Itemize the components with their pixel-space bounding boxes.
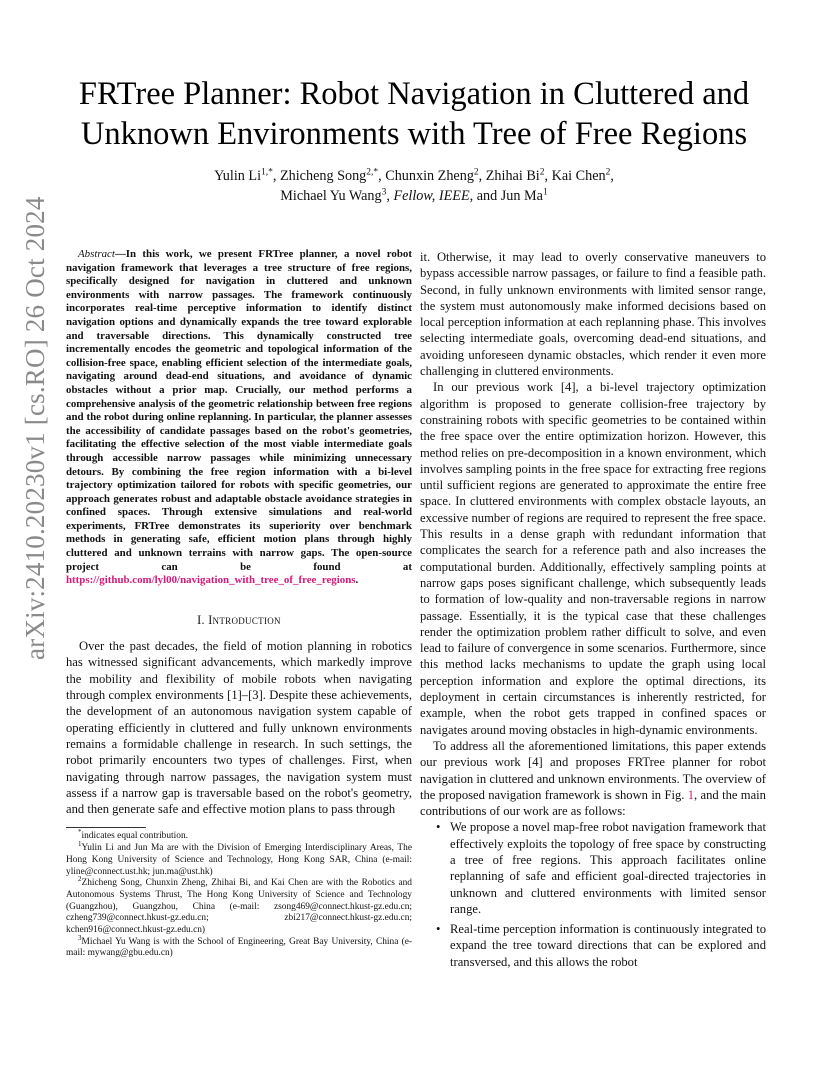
footnotes [66,828,412,960]
footnote-equal: *indicates equal contribution. [78,828,188,842]
abstract-label: Abstract [78,248,115,260]
abstract-body: In this work, we present FRTree planner, a novel robot navigation framework that leverages a tree structure of free regions, specifically designed for navigation in cluttered and unknown environments with narrow passages. The framework continuously incorporates real-time perceptive information to identify distinct navigation options and dynamically expands the tree toward explorable and traversable directions. This dynamically constructed tree incrementally encodes the geometric and topological information of the collision-free space, enabling efficient selection of the intermediate goals, navigating around dead-end situations, and avoidance of dynamic obstacles without a prior map. Crucially, our method performs a comprehensive analysis of the geometric relationship between free regions and the robot during online replanning. In particular, the planner assesses the accessibility of candidate passages based on the robot's geometries, facilitating the effective selection of the most viable intermediate goals through accessible narrow passages while minimizing unnecessary detours. By combining the free region information with a bi-level trajectory optimization tailored for robots with specific geometries, our approach generates robust and adaptable obstacle avoidance strategies in confined spaces. Through extensive simulations and real-world experiments, FRTree demonstrates its superiority over benchmark methods in generating safe, efficient motion plans through highly cluttered and unknown terrains with narrow gaps. The open-source project can be found at [66,248,412,573]
body-paragraph: it. Otherwise, it may lead to overly conservative maneuvers to bypass accessible narrow passages, or failure to find a feasible path. Second, in fully unknown environments with limited sensor range, the system must autonomously make informed decisions based on local perception information at each replanning phase. This involves selecting intermediate goals, overcoming dead-end situations, and avoiding unforeseen dynamic obstacles, which render it even more challenging in cluttered environments. [420,250,766,379]
left-column [66,248,412,960]
body-paragraph: In our previous work [4], a bi-level trajectory optimization algorithm is proposed to generate collision-free trajectory by constraining robots with specific geometries to be contained within the free space over the entire optimization horizon. However, this method relies on pre-decomposition in a known environment, which involves sampling points in the free space for extracting free regions until sufficient regions are generated to approximate the entire free space. In cluttered environments with complex obstacle layouts, an excessive number of regions are required to represent the free space. This results in a dense graph with redundant information that complicates the search for a reference path and also increases the computational burden. Additionally, effectively sampling points at narrow gaps poses significant challenge, which subsequently leads to formation of low-quality and non-traversable regions in narrow passage. Essentially, it is the typical case that these challenges render the optimization problem rather difficult to solve, and even lead to failure of convergence in some scenarios. Furthermore, since this method lacks mechanisms to update the graph using local perception information and explore the optimal directions, its deployment in certain circumstances is inherently restricted, for example, when the robot gets trapped in confined spaces or navigates around moving obstacles in high-dynamic environments. [420,380,766,737]
author: Zhicheng Song$^{2,*}$, [279,167,386,184]
right-column [420,249,766,974]
footnote-1: $^1$Yulin Li and Jun Ma are with the Division of Emerging Interdisciplinary Areas, The Hong Kong University of Science and Technology, Hong Kong SAR, China (e-mail: yline@connect.ust.hk; jun.ma@ust.hk) [66,839,412,877]
body-paragraph: To address all the aforementioned limitations, this paper extends our previous work [4] and proposes FRTree planner for robot navigation in cluttered and unknown environments. The overview of the proposed navigation framework is shown in Fig. 1, and the main contributions of our work are as follows: [420,738,766,819]
author: Jun Ma$^1$ [500,187,548,204]
author-list [90,166,738,206]
footnote-3: $^3$Michael Yu Wang is with the School of Engineering, Great Bay University, China (e-mail: mywang@gbu.edu.cn) [66,933,412,959]
abstract: Abstract—In this work, we present FRTree planner, a novel robot navigation framework that leverages a tree structure of free regions, specifically designed for navigation in cluttered and unknown environments with narrow passages. The framework continuously incorporates real-time perceptive information to identify distinct navigation options and dynamically expands the tree toward explorable and traversable directions. This dynamically constructed tree incrementally encodes the geometric and topological information of the collision-free space, enabling efficient selection of the intermediate goals, navigating around dead-end situations, and avoidance of dynamic obstacles without a prior map. Crucially, our method performs a comprehensive analysis of the geometric relationship between free regions and the robot during online replanning. In particular, the planner assesses the accessibility of candidate passages based on the robot's geometries, facilitating the effective selection of the most viable intermediate goals through accessible narrow passages while minimizing unnecessary detours. By combining the free region information with a bi-level trajectory optimization tailored for robots with specific geometries, our approach generates robust and adaptable obstacle avoidance strategies in confined spaces. Through extensive simulations and real-world experiments, FRTree demonstrates its superiority over benchmark methods in generating safe, efficient motion plans through highly cluttered and unknown terrains with narrow gaps. The open-source project can be found at https://github.com/lyl00/navigation_with_tree_of_free_regions. [66,248,412,587]
author: Yulin $Li^{1,*}$, [214,167,280,184]
figure-reference-link[interactable]: 1 [687,787,695,802]
paper-title: FRTree Planner: Robot Navigation in Cluttered and Unknown Environments with Tree of Free Regions [78,76,750,152]
author-fellow: Fellow, IEEE, and [393,188,501,204]
author: Zhihai Bi$^2$, [485,167,552,184]
author: Michael Yu Wang$^3$, [280,187,394,204]
github-link[interactable]: https://github.com/lyl00/navigation_with_tree_of_free_regions [66,574,356,587]
intro-paragraph: Over the past decades, the field of motion planning in robotics has witnessed significant advancements, which markedly improve the mobility and flexibility of mobile robots when navigating through complex environments [1]–[3]. Despite these achievements, the development of an autonomous navigation system capable of operating efficiently in cluttered and fully unknown environments remains a formidable challenge in research. In such settings, the robot primarily encounters two types of challenges. First, when navigating through narrow passages, the navigation system must assess if a narrow gap is traversable based on the robot's geometry, and then generate safe and effective motion plans to pass through [66,639,412,817]
author: Chunxin Zheng$^2$, [385,167,486,184]
footnote-2: $^2$Zhicheng Song, Chunxin Zheng, Zhihai Bi, and Kai Chen are with the Robotics and Autonomous Systems Thrust, The Hong Kong University of Science and Technology (Guangzhou), Guangzhou, China (e-mail: zsong469@connect.hkust-gz.edu.cn; czheng739@connect.hkust-gz.edu.cn; zbi217@connect.hkust-gz.edu.cn; kchen916@connect.hkust-gz.edu.cn) [66,875,412,936]
arxiv-identifier[interactable]: arXiv:2410.20230v1 [cs.RO] 26 Oct 2024 [20,196,50,660]
list-item: • Real-time perception information is continuously integrated to expand the tree toward directions that can be explored and transversed, and this allows the robot [436,921,766,970]
section-heading-introduction: I. Introduction [197,612,281,627]
author: Kai Chen$^2$, [551,167,614,184]
list-item: • We propose a novel map-free robot navigation framework that effectively exploits the topology of free space by constructing a tree of free regions. This approach facilitates online replanning of safe and efficient goal-directed trajectories in unknown and cluttered environments with limited sensor range. [436,819,766,917]
contribution-list [420,819,766,970]
